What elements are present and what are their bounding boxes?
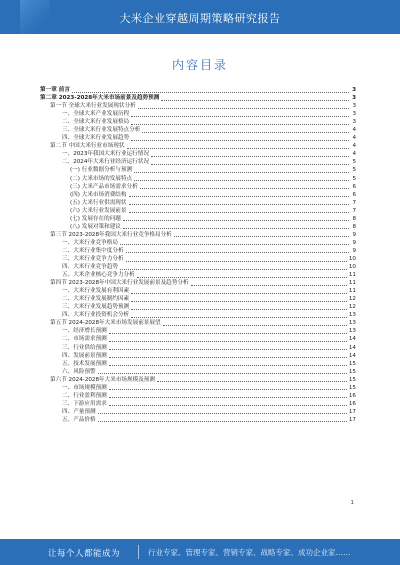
toc-leader-dots [137,276,347,278]
toc-entry[interactable] [40,215,356,223]
toc-entry-page: 11 [348,280,356,287]
toc-entry-label: (二) 大米市场的发展特点 [70,175,133,182]
toc-entry-page: 16 [348,400,356,407]
toc-entry-label: 三、下游应用需求 [62,400,107,407]
toc-entry-page: 3 [352,111,356,118]
toc-entry[interactable] [40,223,356,231]
toc-entry[interactable] [40,335,356,343]
toc-entry[interactable] [40,175,356,183]
toc-entry-label: 第一章 前言 [40,87,70,94]
footer-divider [138,545,139,559]
toc-entry[interactable] [40,94,356,102]
toc-leader-dots [131,115,349,117]
toc-leader-dots [109,388,347,390]
toc-entry-label: 三、行业供给预测 [62,344,107,351]
toc-entry-label: 二、行业盈利预测 [62,392,107,399]
toc-leader-dots [72,91,349,93]
toc-entry-label: 四、大米行业投资机会分析 [62,312,130,319]
toc-entry-page: 17 [348,416,356,423]
toc-entry-label: 第四节 2023-2028年中国大米行业发展前景及趋势分析 [50,280,189,287]
toc-entry-label: 二、市场需求预测 [62,336,107,343]
toc-entry-label: 三、全球大米行业发展特点分析 [62,127,141,134]
toc-entry-page: 16 [348,392,356,399]
toc-entry-label: (四) 大米市场消费结构 [70,191,127,198]
toc-entry[interactable] [40,134,356,142]
toc-entry[interactable] [40,86,356,94]
toc-entry-label: 四、发展前景预测 [62,352,107,359]
toc-entry-label: 五、大米企业核心竞争力分析 [62,272,135,279]
report-footer [0,539,400,565]
toc-heading: 内容目录 [171,58,228,72]
toc-leader-dots [191,284,347,286]
toc-entry[interactable] [40,207,356,215]
toc-leader-dots [123,219,349,221]
toc-leader-dots [109,364,347,366]
toc-entry[interactable] [40,295,356,303]
toc-entry-page: 4 [352,151,356,158]
toc-leader-dots [151,163,349,165]
toc-leader-dots [126,251,349,253]
report-header [0,0,400,34]
toc-entry-label: 三、大米行业发展趋势预测 [62,304,130,311]
toc-leader-dots [174,235,349,237]
toc-entry[interactable] [40,368,356,376]
toc-entry-label: 二、大米行业集中度分析 [62,247,124,254]
toc-leader-dots [131,300,347,302]
toc-entry-page: 4 [352,127,356,134]
toc-leader-dots [134,179,349,181]
toc-leader-dots [120,268,347,270]
toc-leader-dots [98,372,347,374]
footer-tagline: 行业专家、管理专家、营销专家、战略专家、成功企业家…… [148,548,351,557]
toc-leader-dots [109,356,347,358]
toc-entry-label: 一、大米行业竞争格局 [62,239,118,246]
toc-entry[interactable] [40,118,356,126]
toc-leader-dots [98,420,347,422]
toc-entry-label: 第二节 中国大米行业市场现状 [50,143,125,150]
toc-entry-label: (三) 大米产品市场需求分析 [70,183,138,190]
toc-entry-label: 第一节 全球大米行业发展现状分析 [50,103,136,110]
toc-entry-page: 15 [348,384,356,391]
toc-entry[interactable] [40,376,356,384]
toc-entry[interactable] [40,279,356,287]
toc-entry[interactable] [40,239,356,247]
toc-entry-page: 13 [348,320,356,327]
toc-entry-page: 8 [352,215,356,222]
toc-entry-label: 一、市场规模预测 [62,384,107,391]
toc-entry-page: 11 [348,288,356,295]
toc-entry-label: 四、大米行业竞争趋势 [62,264,118,271]
toc-entry[interactable] [40,150,356,158]
toc-entry-page: 6 [352,191,356,198]
toc-entry-page: 9 [352,247,356,254]
toc-entry-page: 3 [352,103,356,110]
toc-entry-page: 7 [352,199,356,206]
toc-leader-dots [131,316,347,318]
toc-entry[interactable] [40,360,356,368]
toc-entry-label: 四、产量预测 [62,408,96,415]
toc-entry-label: 三、大米行业竞争力分析 [62,256,124,262]
toc-entry-page: 6 [352,183,356,190]
toc-entry[interactable] [40,158,356,166]
toc-entry-page: 15 [348,360,356,367]
toc-entry[interactable] [40,183,356,191]
toc-leader-dots [109,332,347,334]
toc-entry-page: 13 [348,312,356,319]
toc-entry[interactable] [40,311,356,319]
toc-entry-label: 二、全球大米行业发展格局 [62,119,130,126]
table-of-contents [40,86,356,424]
toc-entry-page: 5 [352,167,356,174]
toc-entry-page: 10 [348,264,356,271]
toc-leader-dots [131,308,347,310]
toc-entry[interactable] [40,303,356,311]
toc-entry-page: 15 [348,368,356,375]
toc-leader-dots [134,171,349,173]
toc-entry-page: 10 [348,256,356,262]
toc-entry-page: 9 [352,231,356,238]
toc-entry-page: 15 [348,376,356,383]
toc-entry-label: (七) 发展存在的问题 [70,215,121,222]
toc-leader-dots [157,380,347,382]
toc-entry[interactable] [40,126,356,134]
toc-entry[interactable] [40,102,356,110]
toc-entry-page: 14 [348,344,356,351]
toc-entry[interactable] [40,231,356,239]
toc-entry-label: (八) 发展对策和建议 [70,223,121,230]
toc-entry-label: 一、大米行业发展有利因素 [62,288,130,295]
toc-entry[interactable] [40,199,356,207]
toc-entry-label: 四、全球大米行业发展趋势 [62,135,130,142]
toc-entry-label: 五、产品价格 [62,416,96,423]
toc-leader-dots [109,396,347,398]
toc-entry[interactable] [40,319,356,327]
toc-entry-label: (一) 行业数据分析与预测 [70,167,133,174]
toc-leader-dots [109,348,347,350]
toc-leader-dots [109,404,347,406]
toc-entry[interactable] [40,344,356,352]
toc-leader-dots [129,195,350,197]
toc-entry[interactable] [40,110,356,118]
toc-entry-page: 17 [348,408,356,415]
toc-entry[interactable] [40,400,356,408]
toc-leader-dots [126,260,347,262]
toc-leader-dots [129,203,350,205]
toc-entry[interactable] [40,408,356,416]
toc-leader-dots [131,292,347,294]
toc-entry-page: 12 [348,296,356,303]
toc-entry-page: 5 [352,159,356,166]
toc-leader-dots [140,187,349,189]
toc-entry-page: 11 [348,272,356,279]
toc-leader-dots [161,99,349,101]
toc-entry[interactable] [40,384,356,392]
toc-leader-dots [131,123,349,125]
toc-leader-dots [109,340,347,342]
toc-entry-page: 14 [348,352,356,359]
toc-entry-page: 4 [352,135,356,142]
toc-entry-label: (五) 大米行业供需现状 [70,199,127,206]
toc-entry-label: 第三节 2023-2028年我国大米行业竞争格局分析 [50,231,172,238]
toc-entry-page: 4 [352,143,356,150]
toc-entry-label: 五、技术发展预测 [62,360,107,367]
toc-entry-page: 12 [348,304,356,311]
toc-entry-label: 六、风险预警 [62,368,96,375]
toc-entry-label: 二、大米行业发展制约因素 [62,296,130,303]
toc-leader-dots [142,131,349,133]
toc-entry[interactable] [40,142,356,150]
toc-leader-dots [138,107,349,109]
report-title: 大米企业穿越周期策略研究报告 [119,12,281,25]
toc-entry-page: 3 [352,119,356,126]
toc-entry-label: 一、全球大米产业发展历程 [62,111,130,118]
toc-entry-label: (六) 大米行业发展前景 [70,207,127,214]
toc-entry-label: 第五节 2024-2028年大米市场发展前景展望 [50,320,161,327]
toc-entry-page: 8 [352,223,356,230]
toc-entry-page: 3 [352,87,356,94]
footer-slogan: 让每个人都能成为 [48,549,121,559]
toc-leader-dots [98,412,347,414]
toc-leader-dots [120,243,349,245]
toc-leader-dots [151,155,349,157]
toc-entry[interactable] [40,327,356,335]
toc-entry-page: 9 [352,239,356,246]
toc-entry-page: 13 [348,328,356,335]
toc-entry[interactable] [40,416,356,424]
toc-entry[interactable] [40,191,356,199]
toc-entry[interactable] [40,166,356,174]
toc-entry-label: 第六节 2024-2028年大米市场规模及预测 [50,376,155,383]
toc-entry[interactable] [40,247,356,255]
toc-entry[interactable] [40,352,356,360]
toc-entry[interactable] [40,255,356,263]
toc-entry-label: 二、2024年大米行业经济运行状况 [62,159,149,166]
toc-leader-dots [131,139,349,141]
page-number: 1 [350,500,354,506]
toc-leader-dots [129,211,350,213]
toc-entry-label: 第二章 2023-2028年大米市场前景及趋势预测 [40,95,160,102]
toc-entry-page: 5 [352,175,356,182]
toc-leader-dots [163,324,347,326]
toc-entry-page: 14 [348,336,356,343]
toc-entry[interactable] [40,263,356,271]
toc-entry-page: 3 [352,95,356,102]
toc-entry[interactable] [40,271,356,279]
toc-entry[interactable] [40,392,356,400]
toc-entry[interactable] [40,287,356,295]
toc-leader-dots [123,227,349,229]
toc-leader-dots [127,147,350,149]
toc-entry-label: 一、2023年我国大米行业运行情况 [62,151,149,158]
toc-entry-page: 7 [352,207,356,214]
toc-entry-label: 一、经济增长预测 [62,328,107,335]
